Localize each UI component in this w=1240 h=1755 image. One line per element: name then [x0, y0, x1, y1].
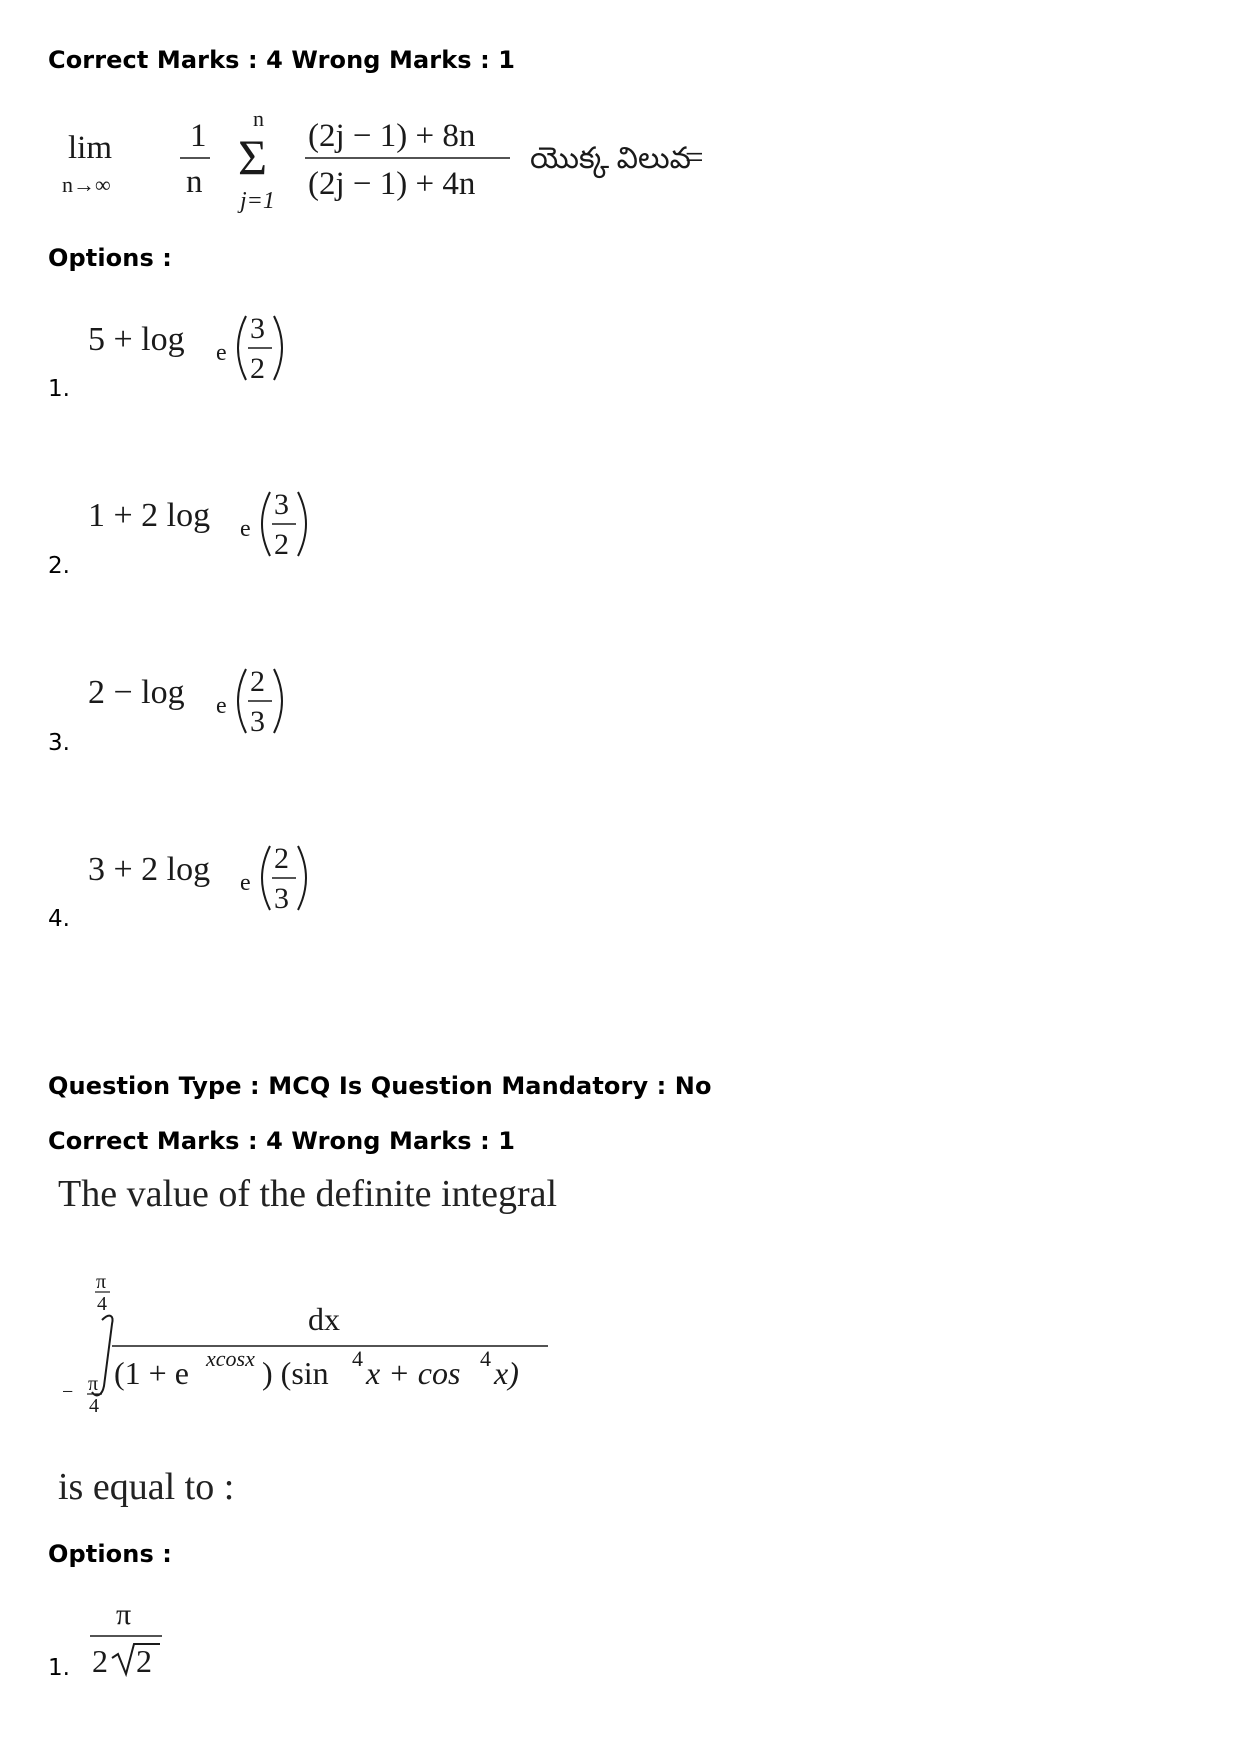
- lim-subscript: n→∞: [62, 172, 111, 197]
- option-3-num: 2: [250, 665, 265, 698]
- option-2-sub: e: [240, 516, 251, 542]
- q2-option-1-number: 1.: [48, 1655, 70, 1681]
- option-4-left-paren: [262, 846, 270, 910]
- q1-option-1-number: 1.: [48, 376, 70, 402]
- q1-option-3-formula: [88, 655, 328, 750]
- sigma-symbol: Σ: [238, 129, 268, 185]
- lim-text: lim: [68, 130, 113, 166]
- option-2-num: 3: [274, 488, 289, 521]
- q2-stem-intro: The value of the definite integral: [58, 1173, 558, 1215]
- lower-limit-sign: −: [62, 1381, 74, 1403]
- q2-opt1-coef: 2: [92, 1643, 108, 1679]
- equals-sign: =: [685, 140, 704, 176]
- option-1-num: 3: [250, 312, 265, 345]
- expr-numerator: (2j − 1) + 8n: [308, 118, 476, 154]
- q1-option-3-number: 3.: [48, 730, 70, 756]
- upper-limit-num: π: [96, 1271, 107, 1293]
- option-3-left-paren: [238, 669, 246, 733]
- q1-option-4-formula: [88, 832, 348, 927]
- lower-limit-den: 4: [89, 1395, 99, 1417]
- q2-type-line: Question Type : MCQ Is Question Mandatory : No: [48, 1072, 712, 1100]
- option-1-left-paren: [238, 316, 246, 380]
- q2-opt1-root: 2: [136, 1643, 152, 1679]
- option-1-sub: e: [216, 340, 227, 366]
- q2-opt1-num: π: [116, 1598, 132, 1631]
- one-over-n-denominator: n: [186, 164, 203, 200]
- option-3-right-paren: [274, 669, 282, 733]
- q2-integral-formula: [60, 1268, 580, 1428]
- option-4-num: 2: [274, 842, 289, 875]
- denominator-mid: ) (sin: [262, 1355, 329, 1391]
- option-3-prefix: 2 − log: [88, 674, 185, 711]
- option-2-right-paren: [298, 492, 306, 556]
- option-1-prefix: 5 + log: [88, 321, 185, 358]
- power-1: 4: [352, 1346, 363, 1371]
- q2-stem-outro: is equal to :: [58, 1466, 235, 1508]
- option-3-sub: e: [216, 693, 227, 719]
- q1-options-label: Options :: [48, 244, 172, 272]
- option-1-den: 2: [250, 352, 265, 385]
- q1-stem-formula: [60, 106, 740, 216]
- integrand-numerator: dx: [308, 1301, 340, 1337]
- q2-option-1-formula: [88, 1592, 188, 1682]
- option-2-prefix: 1 + 2 log: [88, 497, 211, 534]
- q1-option-2-number: 2.: [48, 553, 70, 579]
- option-4-den: 3: [274, 882, 289, 915]
- q2-options-label: Options :: [48, 1540, 172, 1568]
- option-4-prefix: 3 + 2 log: [88, 851, 211, 888]
- sigma-upper: n: [253, 106, 264, 131]
- q1-option-4-number: 4.: [48, 906, 70, 932]
- option-2-den: 2: [274, 528, 289, 561]
- denominator-start: (1 + e: [114, 1355, 189, 1391]
- lower-limit-num: π: [88, 1373, 99, 1395]
- telugu-text: యొక్క విలువ: [530, 142, 691, 175]
- q2-marks-line: Correct Marks : 4 Wrong Marks : 1: [48, 1127, 516, 1155]
- expr-denominator: (2j − 1) + 4n: [308, 166, 476, 202]
- upper-limit-den: 4: [97, 1293, 107, 1315]
- q1-option-2-formula: [88, 478, 348, 573]
- option-4-right-paren: [298, 846, 306, 910]
- exponent: xcosx: [206, 1346, 255, 1371]
- option-3-den: 3: [250, 705, 265, 738]
- q1-option-1-formula: [88, 302, 328, 397]
- denominator-cos: x + cos: [366, 1355, 461, 1391]
- one-over-n-numerator: 1: [190, 118, 207, 154]
- sigma-lower: j=1: [240, 188, 275, 214]
- denominator-end: x): [494, 1355, 519, 1391]
- option-1-right-paren: [274, 316, 282, 380]
- power-2: 4: [480, 1346, 491, 1371]
- q1-marks-line: Correct Marks : 4 Wrong Marks : 1: [48, 46, 516, 74]
- option-4-sub: e: [240, 870, 251, 896]
- option-2-left-paren: [262, 492, 270, 556]
